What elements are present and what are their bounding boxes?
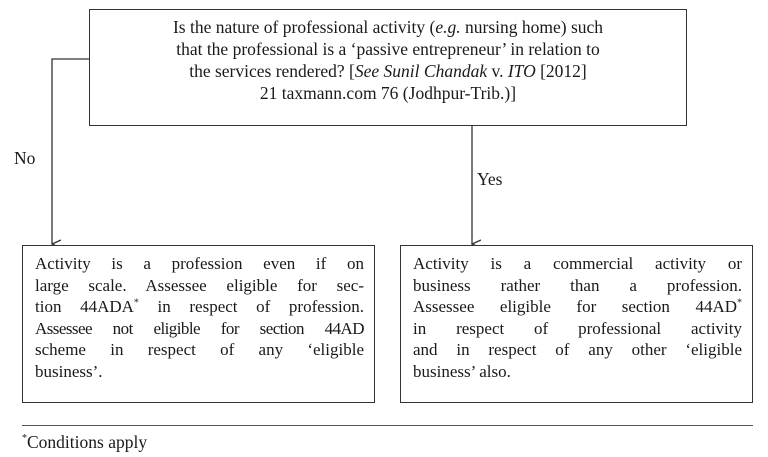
yes-box-line-5: and in respect of any other ‘eligible xyxy=(413,340,742,359)
yes-box-line-1: Activity is a commercial activity or xyxy=(413,254,742,273)
footnote xyxy=(22,432,147,453)
question-line-2: that the professional is a ‘passive entrepreneur’ in relation to xyxy=(176,39,600,59)
no-box-line-3: tion 44ADA* in respect of profession. xyxy=(35,297,364,316)
decision-question-box xyxy=(89,9,687,126)
footnote-mark: * xyxy=(22,433,27,445)
no-branch-label: No xyxy=(14,148,36,168)
yes-box-line-2: business rather than a profession. xyxy=(413,275,742,295)
yes-box-line-6: business’ also. xyxy=(413,361,511,381)
footnote-text: Conditions apply xyxy=(27,432,148,452)
question-line-3: the services rendered? [See Sunil Chandak v. ITO [2012] xyxy=(189,61,587,81)
profession-outcome-box xyxy=(22,245,375,403)
yes-box-line-3: Assessee eligible for section 44AD* xyxy=(413,297,742,316)
footnote-divider xyxy=(22,425,753,426)
question-line-1: Is the nature of professional activity (e.g. nursing home) such xyxy=(172,17,604,37)
yes-branch-label: Yes xyxy=(477,169,503,189)
no-box-line-5: scheme in respect of any ‘eligible xyxy=(35,340,364,359)
no-box-line-2: large scale. Assessee eligible for sec- xyxy=(35,275,364,295)
no-branch-connector xyxy=(52,59,89,244)
no-box-line-6: business’. xyxy=(35,361,103,381)
no-box-line-1: Activity is a profession even if on xyxy=(35,254,364,273)
business-outcome-box xyxy=(400,245,753,403)
question-line-4: 21 taxmann.com 76 (Jodhpur-Trib.)] xyxy=(259,83,517,103)
no-box-line-4: Assessee not eligible for section 44AD xyxy=(35,318,364,338)
yes-box-line-4: in respect of professional activity xyxy=(413,318,742,338)
